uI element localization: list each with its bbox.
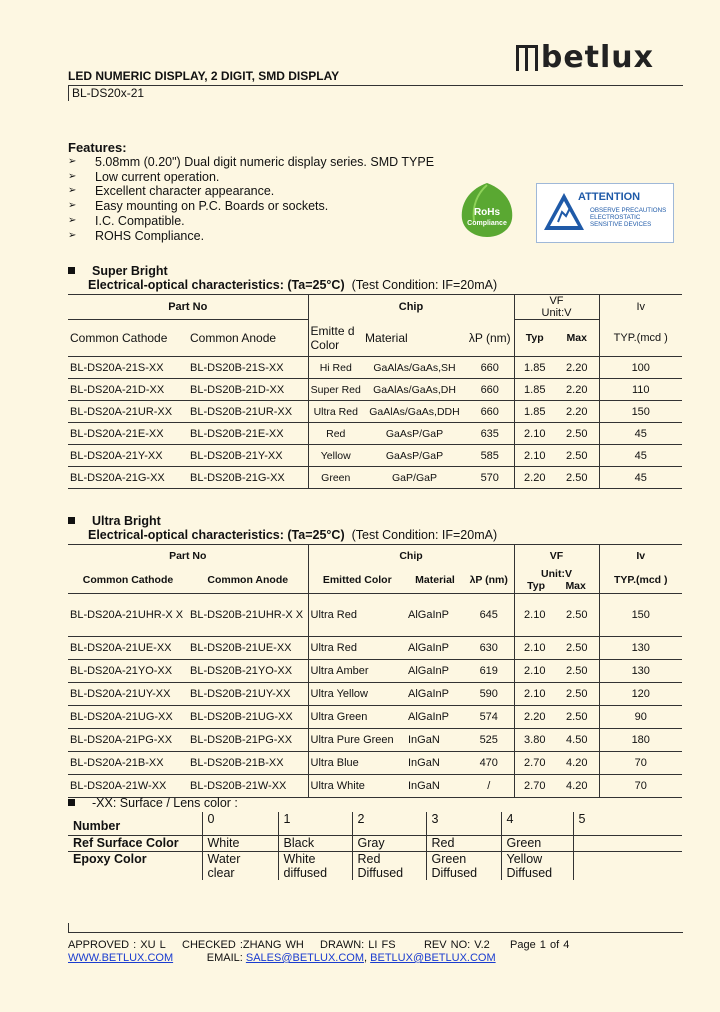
iv-header: Iv [599, 545, 682, 568]
feature-item: ➢ Excellent character appearance. [68, 184, 434, 199]
epoxy-color-label: Epoxy Color [73, 852, 147, 866]
table-row: BL-DS20A-21UR-XX BL-DS20B-21UR-XX Ultra Red GaAlAs/GaAs,DDH 660 1.85 2.20 150 [68, 401, 682, 423]
header-rule [68, 85, 683, 86]
website-link[interactable]: WWW.BETLUX.COM [68, 952, 174, 964]
table-row: Number 0 1 2 3 4 5 [68, 812, 682, 836]
betlux-email-link[interactable]: BETLUX@BETLUX.COM [370, 952, 496, 964]
vf-typ-header: Typ [514, 320, 555, 357]
part-no-header: Part No [68, 295, 308, 320]
model-number: BL-DS20x-21 [72, 86, 145, 100]
emitted-color-header: Emitted Color [308, 567, 406, 594]
table-row: BL-DS20A-21UHR-X X BL-DS20B-21UHR-X X Ultra Red AlGaInP 645 2.10 2.50 150 [68, 594, 682, 637]
vf-header: VF [514, 545, 599, 568]
feature-item: ➢ ROHS Compliance. [68, 229, 434, 244]
lens-section-title: -XX: Surface / Lens color : [68, 796, 238, 810]
feature-item: ➢ Low current operation. [68, 170, 434, 185]
super-bright-section-title: Super Bright [68, 264, 168, 278]
betlux-logo [516, 40, 654, 75]
emitted-color-header: Emitte d Color [308, 320, 363, 357]
iv-typ-header: TYP.(mcd ) [599, 567, 682, 594]
sales-email-link[interactable]: SALES@BETLUX.COM [245, 952, 365, 964]
email-label: EMAIL: [206, 952, 243, 964]
footer-approvals [68, 939, 569, 951]
features-list [68, 155, 434, 243]
checked-by: CHECKED :ZHANG WH [182, 939, 304, 951]
table-row: BL-DS20A-21UG-XX BL-DS20B-21UG-XX Ultra Green AlGaInP 574 2.20 2.50 90 [68, 706, 682, 729]
common-anode-header: Common Anode [190, 331, 277, 345]
table-row: Epoxy Color Water clear White diffused Red Diffused Green Diffused Yellow Diffused [68, 852, 682, 881]
rohs-subtitle: Compliance [467, 220, 507, 227]
surface-color-label: Ref Surface Color [73, 836, 179, 850]
table-row: BL-DS20A-21G-XX BL-DS20B-21G-XX Green GaP/GaP 570 2.20 2.50 45 [68, 467, 682, 489]
number-label: Number [73, 819, 121, 833]
drawn-by: DRAWN: LI FS [320, 939, 396, 951]
ultra-bright-char-title: Electrical-optical characteristics: (Ta=25°C) (Test Condition: IF=20mA) [88, 528, 498, 542]
iv-typ-header: TYP.(mcd ) [599, 320, 682, 357]
features-title: Features: [68, 140, 127, 155]
vf-sub-header: Unit:V Typ Max [514, 567, 599, 594]
table-row: BL-DS20A-21S-XX BL-DS20B-21S-XX Hi Red GaAlAs/GaAs,SH 660 1.85 2.20 100 [68, 357, 682, 379]
table-row: BL-DS20A-21PG-XX BL-DS20B-21PG-XX Ultra Pure Green InGaN 525 3.80 4.50 180 [68, 729, 682, 752]
common-anode-header: Common Anode [207, 574, 289, 586]
lambda-p-header: λP (nm) [468, 330, 511, 345]
logo-text: betlux [540, 40, 654, 75]
header-vbar [68, 85, 69, 101]
email-separator: , [364, 952, 368, 964]
table-row: BL-DS20A-21B-XX BL-DS20B-21B-XX Ultra Blue InGaN 470 2.70 4.20 70 [68, 752, 682, 775]
material-header: Material [365, 330, 408, 345]
approved-by: APPROVED : XU L [68, 939, 166, 951]
common-cathode-header: Common Cathode [82, 574, 174, 586]
material-header: Material [415, 574, 455, 586]
footer-rule [68, 932, 683, 933]
square-bullet-icon [68, 799, 75, 806]
vf-max-header: Max [555, 320, 599, 357]
feature-item: ➢ 5.08mm (0.20") Dual digit numeric display series. SMD TYPE [68, 155, 434, 170]
table-row: BL-DS20A-21Y-XX BL-DS20B-21Y-XX Yellow GaAsP/GaP 585 2.10 2.50 45 [68, 445, 682, 467]
footer-contacts [68, 952, 496, 964]
attention-title: ATTENTION [578, 191, 641, 203]
rohs-title: RoHs [473, 207, 501, 218]
feature-item: ➢ I.C. Compatible. [68, 214, 434, 229]
chip-header: Chip [308, 295, 514, 320]
logo-mark-icon [516, 45, 538, 71]
table-row: BL-DS20A-21D-XX BL-DS20B-21D-XX Super Red GaAlAs/GaAs,DH 660 1.85 2.20 110 [68, 379, 682, 401]
table-row: BL-DS20A-21E-XX BL-DS20B-21E-XX Red GaAsP/GaP 635 2.10 2.50 45 [68, 423, 682, 445]
square-bullet-icon [68, 267, 75, 274]
square-bullet-icon [68, 517, 75, 524]
feature-item: ➢ Easy mounting on P.C. Boards or sockets. [68, 199, 434, 214]
attention-subtitle: OBSERVE PRECAUTIONS ELECTROSTATIC SENSITIVE DEVICES [590, 207, 667, 228]
table-row: BL-DS20A-21UY-XX BL-DS20B-21UY-XX Ultra Yellow AlGaInP 590 2.10 2.50 120 [68, 683, 682, 706]
super-bright-table [68, 294, 682, 489]
ultra-bright-section-title: Ultra Bright [68, 514, 161, 528]
vf-header: VF Unit:V [514, 295, 599, 320]
revision-number: REV NO: V.2 [423, 939, 490, 951]
chip-header: Chip [308, 545, 514, 568]
common-cathode-header: Common Cathode [70, 331, 168, 345]
lens-color-table [68, 812, 682, 880]
page-number: Page 1 of 4 [510, 939, 570, 951]
ultra-bright-table [68, 544, 682, 798]
part-no-header: Part No [169, 549, 207, 562]
table-row: BL-DS20A-21UE-XX BL-DS20B-21UE-XX Ultra Red AlGaInP 630 2.10 2.50 130 [68, 637, 682, 660]
table-row: BL-DS20A-21YO-XX BL-DS20B-21YO-XX Ultra Amber AlGaInP 619 2.10 2.50 130 [68, 660, 682, 683]
iv-header: Iv [599, 295, 682, 320]
lambda-p-header: λP (nm) [469, 574, 508, 586]
table-row: BL-DS20A-21W-XX BL-DS20B-21W-XX Ultra White InGaN / 2.70 4.20 70 [68, 775, 682, 798]
super-bright-char-title: Electrical-optical characteristics: (Ta=25°C) (Test Condition: IF=20mA) [88, 278, 498, 292]
document-title: LED NUMERIC DISPLAY, 2 DIGIT, SMD DISPLAY [68, 69, 340, 83]
table-row: Ref Surface Color White Black Gray Red Green [68, 836, 682, 852]
